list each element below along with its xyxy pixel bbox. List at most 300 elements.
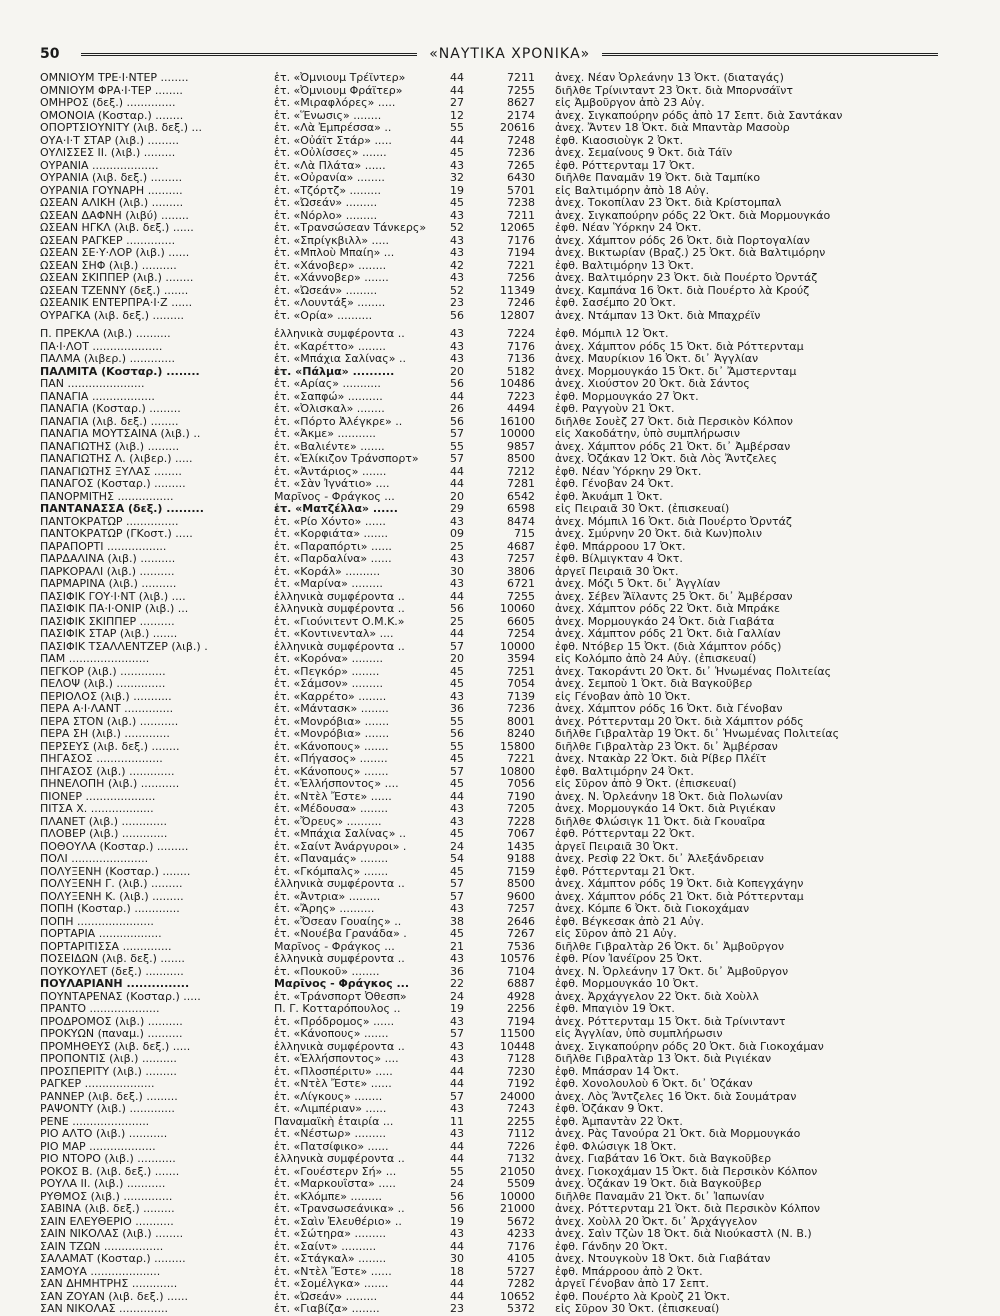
- table-row: [40, 703, 970, 716]
- table-row: [40, 135, 970, 148]
- ship-name: ΠΡΟΚΥΩΝ (παναμ.) ..........: [40, 1028, 183, 1040]
- ship-position: ἐφθ. Βίλμιγκταν 4 Ὀκτ.: [555, 553, 683, 565]
- ship-owner: ἑτ. «Πλοσπέριτυ» .....: [274, 1065, 393, 1078]
- ship-owner: ἑλληνικὰ συμφέροντα ..: [274, 878, 405, 890]
- ship-age: 43: [450, 1102, 464, 1115]
- ship-owner: ἑτ. «Κοράλ» ..........: [274, 565, 381, 578]
- ship-tonnage: 7243: [507, 1102, 535, 1115]
- ship-name: ΠΗΓΑΣΟΣ (λιβ.) .............: [40, 765, 175, 778]
- ship-age: 19: [450, 183, 464, 197]
- ship-age: 32: [450, 171, 464, 184]
- ship-position: ἐφθ. Μόμπιλ 12 Ὀκτ.: [555, 328, 669, 340]
- ship-position: ἐφθ. Μπαγιὸν 19 Ὀκτ.: [555, 1003, 675, 1015]
- ship-tonnage: 7257: [507, 552, 535, 565]
- ship-owner: ἑτ. «Ἕνωσις» ........: [274, 109, 382, 122]
- table-row: [40, 222, 970, 235]
- ship-position: ἐφθ. Ἀμπαντὰν 22 Ὀκτ.: [555, 1115, 683, 1128]
- ship-owner: ἑτ. «Ἀκμε» ...........: [274, 428, 376, 440]
- ship-age: 55: [450, 1164, 464, 1178]
- ship-position: ἐφθ. Νέαν Ὑόρκην 29 Ὀκτ.: [555, 465, 702, 478]
- table-row: [40, 653, 970, 666]
- table-row: [40, 1278, 970, 1291]
- ship-owner: ἑτ. «Ὠσεάν» .........: [274, 1290, 378, 1303]
- ship-position: ἀνεχ. Χάμπτον ρόδς 21 Ὀκτ. διὰ Γαλλίαν: [555, 628, 781, 640]
- ship-name: ΟΥΡΑΝΙΑ (λιβ. δεξ.) .........: [40, 172, 183, 184]
- page-header: [40, 40, 950, 68]
- table-row: [40, 903, 970, 916]
- ship-position: ἀνεχ. Σιγκαπούρην ρόδς 22 Ὀκτ. διὰ Μορμουγκάο: [555, 209, 831, 222]
- ship-position: ἐφθ. Μπάρροου 17 Ὀκτ.: [555, 540, 686, 553]
- ship-age: 56: [450, 727, 464, 740]
- ship-age: 43: [450, 1052, 464, 1065]
- ship-name: ΠΛΟΒΕΡ (λιβ.) .............: [40, 828, 168, 840]
- ship-age: 43: [450, 552, 464, 565]
- ship-tonnage: 7054: [507, 677, 535, 690]
- ship-tonnage: 7236: [507, 702, 535, 715]
- ship-name: ΠΟΠΗ (Κοσταρ.) .............: [40, 903, 180, 915]
- ship-name: ΟΜΗΡΟΣ (δεξ.) ..............: [40, 97, 176, 109]
- ship-position: ἀνεχ. Ντάμπαν 13 Ὀκτ. διὰ Μπαχρέϊν: [555, 309, 761, 322]
- table-row: [40, 185, 970, 198]
- table-row: [40, 1241, 970, 1254]
- ship-position: ἀνεχ. Χάμπτον ρόδς 19 Ὀκτ. διὰ Κοπεγχάγην: [555, 878, 804, 890]
- ship-position: ἀνεχ. Μορμουγκάο 24 Ὀκτ. διὰ Γιαβάτα: [555, 615, 775, 628]
- ship-owner: ἑτ. «Ὀμνιουμ Τρέϊντερ»: [274, 72, 406, 84]
- ship-name: ΠΑΝΑΓΙΑ ΜΟΥΤΣΑΙΝΑ (λιβ.) ..: [40, 428, 201, 440]
- ship-tonnage: 715: [514, 527, 535, 540]
- table-row: [40, 766, 970, 779]
- ship-position: ἀνεχ. Σεμποὺ 1 Ὀκτ. διὰ Βαγκοῦβερ: [555, 678, 753, 690]
- ship-position: εἰς Χακοδάτην, ὑπὸ συμπλήρωσιν: [555, 428, 741, 440]
- ship-owner: ἑτ. «Γιούνιτεντ Ο.Μ.Κ.»: [274, 615, 405, 628]
- ship-name: ΩΣΕΑΝ ΔΑΦΝΗ (λιβύ) ........: [40, 209, 189, 222]
- ship-position: ἐφθ. Βαλτιμόρην 24 Ὀκτ.: [555, 765, 694, 778]
- ship-position: εἰς Βαλτιμόρην ἀπὸ 18 Αὐγ.: [555, 184, 710, 197]
- table-row: [40, 716, 970, 729]
- ship-name: ΣΑΝ ΖΟΥΑΝ (λιβ. δεξ.) ......: [40, 1290, 188, 1303]
- ship-owner: ἑτ. «Πόρτο Ἀλέγκρε» ..: [274, 415, 403, 428]
- ship-owner: ἑτ. «Πουκοῦ» ........: [274, 965, 380, 978]
- ship-position: ἐφθ. Γάνδην 20 Ὀκτ.: [555, 1240, 668, 1253]
- ship-position: ἀνεχ. Μαυρίκιον 16 Ὀκτ. δι᾽ Ἀγγλίαν: [555, 353, 759, 365]
- ship-position: ἐφθ. Μορμουγκάο 27 Ὀκτ.: [555, 390, 699, 403]
- ship-tonnage: 7176: [507, 1239, 535, 1253]
- ship-name: ΠΑΝΑΓΟΣ (Κοσταρ.) .........: [40, 478, 186, 490]
- ship-name: ΣΑΙΝ ΕΛΕΥΘΕΡΙΟ ...........: [40, 1215, 174, 1228]
- ship-name: ΟΠΟΡΤΣΙΟΥΝΙΤΥ (λιβ. δεξ.) ...: [40, 122, 203, 134]
- table-row: [40, 341, 970, 354]
- ship-owner: ἑτ. «Τζόρτζ» .........: [274, 184, 382, 197]
- ship-tonnage: 7067: [507, 827, 535, 840]
- ship-name: ΠΑΛΜΑ (λιβερ.) .............: [40, 353, 176, 365]
- ship-owner: ἑτ. «Γκόμπαλς» .......: [274, 865, 389, 878]
- table-row: [40, 516, 970, 529]
- table-row: [40, 741, 970, 754]
- ship-age: 57: [450, 452, 464, 465]
- ship-owner: ἑτ. «Χάνοβερ» ........: [274, 259, 387, 272]
- ship-name: ΠΑΡΜΑΡΙΝΑ (λιβ.) ..........: [40, 578, 177, 590]
- ship-position: ἀνεχ. Σεμαίνους 9 Ὀκτ. διὰ Τάϊν: [555, 147, 733, 159]
- ship-owner: ἑτ. «Σαίντ» ..........: [274, 1240, 377, 1253]
- table-row: [40, 197, 970, 210]
- ship-name: ΡΑΓΚΕΡ ....................: [40, 1078, 155, 1090]
- ship-age: 54: [450, 852, 464, 865]
- ship-tonnage: 11349: [500, 283, 535, 297]
- ship-tonnage: 8240: [507, 727, 535, 740]
- ship-age: 43: [450, 233, 464, 247]
- ship-name: ΠΙΤΣΑ Χ. ..................: [40, 803, 154, 815]
- ship-age: 45: [450, 664, 464, 678]
- ship-age: 19: [450, 1002, 464, 1015]
- ship-owner: ἑτ. «Σὰν Ἰγνάτιο» ....: [274, 478, 390, 490]
- table-row: [40, 453, 970, 466]
- table-row: [40, 666, 970, 679]
- ship-position: ἀνεχ. Μόμπιλ 16 Ὀκτ. διὰ Πουέρτο Ὀρντάζ: [555, 515, 792, 528]
- ship-position: ἐφθ. Βέγκεσακ ἀπὸ 21 Αὐγ.: [555, 915, 705, 928]
- ship-owner: ἑτ. «Σομέλγκα» .......: [274, 1278, 389, 1290]
- table-row: [40, 160, 970, 173]
- ship-owner: ἑτ. «Βαλιέντε» .......: [274, 440, 385, 453]
- ship-position: ἀνεχ. Ν. Ὀρλεάνην 17 Ὀκτ. δι᾽ Ἀμβοῦργον: [555, 965, 789, 978]
- ship-tonnage: 6598: [507, 502, 535, 515]
- ship-name: ΠΕΡΑ Α·Ι·ΛΑΝΤ ..............: [40, 703, 174, 715]
- ship-age: 23: [450, 296, 464, 309]
- ship-position: ἀνεχ. Ντουγκοὺν 18 Ὀκτ. διὰ Γιαβάταν: [555, 1253, 771, 1265]
- ship-name: ΟΥΡΑΓΚΑ (λιβ. δεξ.) .........: [40, 309, 184, 322]
- ship-tonnage: 7248: [507, 133, 535, 147]
- ship-owner: ἑτ. «Μπάχια Σαλίνας» ..: [274, 828, 406, 840]
- ship-position: ἀνεχ. Νέαν Ὀρλεάνην 13 Ὀκτ. (διαταγάς): [555, 72, 784, 84]
- ship-position: εἰς Κολόμπο ἀπὸ 24 Αὐγ. (ἐπισκευαί): [555, 653, 757, 665]
- ship-age: 45: [450, 927, 464, 940]
- ship-name: ΠΛΑΝΕΤ (λιβ.) .............: [40, 815, 167, 828]
- ship-movements-table: [40, 72, 970, 1316]
- ship-position: διῆλθε Φλώσιγκ 11 Ὀκτ. διὰ Γκουαΐρα: [555, 815, 766, 828]
- ship-name: ΠΑΡΚΟΡΑΛΙ (λιβ.) ..........: [40, 565, 175, 578]
- ship-name: ΠΟΛΥΞΕΝΗ Γ. (λιβ.) .........: [40, 878, 183, 890]
- ship-owner: ἑτ. «Μέδουσα» ........: [274, 803, 388, 815]
- ship-tonnage: 7251: [507, 664, 535, 678]
- ship-age: 11: [450, 1114, 464, 1128]
- ship-age: 22: [450, 977, 464, 990]
- ship-age: 43: [450, 1127, 464, 1140]
- table-row: [40, 1103, 970, 1116]
- ship-position: ἀνεχ. Χάμπτον ρόδς 16 Ὀκτ. διὰ Γένοβαν: [555, 703, 783, 715]
- ship-tonnage: 10486: [500, 377, 535, 390]
- ship-name: ΠΑΝΑΓΙΩΤΗΣ (λιβ.) .........: [40, 440, 180, 453]
- ship-owner: ἑτ. «Σάμσον» .........: [274, 678, 384, 690]
- ship-name: ΣΑΒΙΝΑ (λιβ. δεξ.) .........: [40, 1203, 175, 1215]
- ship-tonnage: 10060: [500, 602, 535, 615]
- ship-age: 57: [450, 427, 464, 440]
- table-row: [40, 297, 970, 310]
- ship-position: ἀνεχ. Σιγκαπούρην ρόδς 20 Ὀκτ. διὰ Γιοκοχάμαν: [555, 1040, 824, 1053]
- ship-tonnage: 5672: [507, 1214, 535, 1228]
- table-row: [40, 916, 970, 929]
- ship-age: 36: [450, 964, 464, 978]
- ship-position: διῆλθε Γιβραλτὰρ 26 Ὀκτ. δι᾽ Ἀμβοῦργον: [555, 940, 784, 953]
- ship-name: ΠΑΣΙΦΙΚ ΣΚΙΠΠΕΡ ..........: [40, 615, 175, 628]
- ship-age: 09: [450, 527, 464, 540]
- ship-name: ΟΜΟΝΟΙΑ (Κοσταρ.) ........: [40, 109, 184, 122]
- table-row: [40, 122, 970, 135]
- ship-age: 27: [450, 96, 464, 109]
- ship-name: Π. ΠΡΕΚΛΑ (λιβ.) ..........: [40, 328, 171, 340]
- ship-age: 57: [450, 889, 464, 903]
- ship-tonnage: 7281: [507, 477, 535, 490]
- ship-position: ἀνεχ. Χιούστον 20 Ὀκτ. διὰ Σάντος: [555, 378, 750, 390]
- ship-age: 23: [450, 1302, 464, 1315]
- table-row: [40, 928, 970, 941]
- ship-owner: ἑτ. «Λὰ Πλάτα» ......: [274, 159, 386, 172]
- ship-position: διῆλθε Γιβραλτὰρ 13 Ὀκτ. διὰ Ριγιέκαν: [555, 1053, 772, 1065]
- ship-tonnage: 4105: [507, 1252, 535, 1265]
- ship-tonnage: 7112: [507, 1127, 535, 1140]
- table-row: [40, 97, 970, 110]
- ship-name: ΠΑΡΑΠΟΡΤΙ .................: [40, 540, 167, 553]
- table-row: [40, 1028, 970, 1041]
- ship-age: 45: [450, 677, 464, 690]
- table-row: [40, 1266, 970, 1279]
- ship-owner: ἑτ. «Λὰ Ἐμπρέσσα» ..: [274, 122, 392, 134]
- ship-tonnage: 5727: [507, 1264, 535, 1278]
- ship-owner: ἑτ. «Μπάχια Σαλίνας» ..: [274, 353, 406, 365]
- ship-owner: Μαρῖνος - Φράγκος ...: [274, 978, 409, 990]
- table-row: [40, 1178, 970, 1191]
- ship-position: διῆλθε Παναμᾶν 21 Ὀκτ. δι᾽ Ἰαπωνίαν: [555, 1190, 765, 1203]
- ship-age: 45: [450, 752, 464, 765]
- ship-position: ἀνεχ. Βαλτιμόρην 23 Ὀκτ. διὰ Πουέρτο Ὀρντάζ: [555, 272, 818, 284]
- ship-tonnage: 7255: [507, 83, 535, 97]
- ship-owner: ἑτ. «Παναμάς» ........: [274, 853, 389, 865]
- table-row: [40, 791, 970, 804]
- table-row: [40, 272, 970, 285]
- ship-tonnage: 7194: [507, 1014, 535, 1028]
- ship-name: ΠΟΥΝΤΑΡΕΝΑΣ (Κοσταρ.) .....: [40, 990, 201, 1003]
- table-row: [40, 1053, 970, 1066]
- ship-age: 44: [450, 1077, 464, 1090]
- ship-age: 44: [450, 477, 464, 490]
- ship-tonnage: 10652: [500, 1289, 535, 1303]
- ship-position: ἀνεχ. Ρόττερνταμ 21 Ὀκτ. διὰ Περσικὸν Κόλπον: [555, 1203, 821, 1215]
- ship-tonnage: 7104: [507, 964, 535, 978]
- ship-tonnage: 5372: [507, 1302, 535, 1315]
- table-row: [40, 953, 970, 966]
- ship-age: 52: [450, 221, 464, 234]
- table-row: [40, 391, 970, 404]
- ship-name: ΠΟΘΟΥΛΑ (Κοσταρ.) .........: [40, 840, 189, 853]
- ship-position: ἀνεχ. Ρόττερνταμ 15 Ὀκτ. διὰ Τρίνινταντ: [555, 1015, 786, 1028]
- ship-tonnage: 6430: [507, 171, 535, 184]
- ship-owner: Π. Γ. Κοτταρόπουλος ..: [274, 1003, 401, 1015]
- ship-age: 29: [450, 502, 464, 515]
- table-row: [40, 353, 970, 366]
- ship-position: ἐφθ. Φλώσιγκ 18 Ὀκτ.: [555, 1140, 677, 1153]
- ship-position: ἐφθ. Ρίον Ἰανέϊρον 25 Ὀκτ.: [555, 953, 703, 965]
- ship-owner: ἑτ. «Κάνοπους» .......: [274, 1028, 389, 1040]
- ship-position: ἀνεχ. Σαὶν Τζὼν 18 Ὀκτ. διὰ Νιούκαστλ (Ν. Β.): [555, 1228, 812, 1240]
- ship-age: 45: [450, 777, 464, 790]
- ship-tonnage: 6721: [507, 577, 535, 590]
- ship-owner: Μαρῖνος - Φράγκος ...: [274, 490, 395, 503]
- ship-age: 43: [450, 208, 464, 222]
- table-row: [40, 1128, 970, 1141]
- ship-position: ἐφθ. Ρόττερνταμ 21 Ὀκτ.: [555, 865, 695, 878]
- ship-name: ΣΑΙΝ ΤΖΩΝ .................: [40, 1240, 164, 1253]
- ship-age: 44: [450, 71, 464, 84]
- ship-age: 43: [450, 352, 464, 365]
- ship-age: 20: [450, 489, 464, 503]
- ship-tonnage: 15800: [500, 739, 535, 753]
- ship-age: 56: [450, 377, 464, 390]
- ship-age: 43: [450, 1227, 464, 1240]
- table-row: [40, 1203, 970, 1216]
- ship-age: 43: [450, 802, 464, 815]
- ship-name: ΡΙΟ ΑΛΤΟ (λιβ.) ...........: [40, 1128, 168, 1140]
- ship-age: 43: [450, 1039, 464, 1053]
- ship-tonnage: 7221: [507, 258, 535, 272]
- table-row: [40, 1228, 970, 1241]
- ship-owner: ἑτ. «Ὠσεάν» .........: [274, 284, 378, 297]
- table-row: [40, 1116, 970, 1129]
- ship-name: ΠΑΝΤΟΚΡΑΤΩΡ (ΓΚοστ.) .....: [40, 528, 193, 540]
- ship-tonnage: 6542: [507, 489, 535, 503]
- ship-owner: ἑτ. «Ρίο Χόντο» ......: [274, 515, 386, 528]
- ship-age: 45: [450, 146, 464, 159]
- ship-owner: ἑτ. «Μαρκουΐστα» .....: [274, 1178, 396, 1190]
- ship-name: ΟΜΝΙΟΥΜ ΦΡΑ·Ι·ΤΕΡ ........: [40, 84, 183, 97]
- ship-owner: ἑτ. «Ὄρευς» ..........: [274, 815, 382, 828]
- ship-owner: ἑτ. «Γουέστερν Σή» ...: [274, 1165, 397, 1178]
- ship-owner: ἑτ. «Μονρόβια» .......: [274, 728, 390, 740]
- ship-name: ΠΟΠΗ ......................: [40, 915, 154, 928]
- ship-tonnage: 7221: [507, 752, 535, 765]
- ship-name: ΠΙΟΝΕΡ ....................: [40, 790, 156, 803]
- ship-tonnage: 10576: [500, 952, 535, 965]
- ship-age: 25: [450, 539, 464, 553]
- ship-owner: ἑτ. «Πατσίφικο» ......: [274, 1140, 389, 1153]
- ship-owner: ἑτ. «Κάνοπους» .......: [274, 765, 389, 778]
- ship-owner: ἑτ. «Παραπόρτι» ......: [274, 540, 392, 553]
- table-row: [40, 816, 970, 829]
- ship-age: 57: [450, 639, 464, 653]
- ship-tonnage: 10000: [500, 639, 535, 653]
- ship-age: 21: [450, 939, 464, 953]
- ship-owner: ἑλληνικὰ συμφέροντα ..: [274, 1153, 405, 1165]
- table-row: [40, 678, 970, 691]
- table-row: [40, 691, 970, 704]
- ship-tonnage: 7190: [507, 789, 535, 803]
- ship-owner: ἑτ. «Ἑλίκιζον Τράνσπορτ»: [274, 453, 419, 465]
- ship-age: 52: [450, 283, 464, 297]
- ship-position: ἀνεχ. Χάμπτον ρόδς 21 Ὀκτ. δι᾽ Ἀμβέρσαν: [555, 440, 791, 453]
- ship-owner: ἑτ. «Τρανσώσεαν Τάνκερς»: [274, 222, 427, 234]
- ship-position: διῆλθε Σουὲζ 27 Ὀκτ. διὰ Περσικὸν Κόλπον: [555, 415, 793, 428]
- ship-owner: ἑτ. «Ντὲλ Ἔστε» ......: [274, 1078, 392, 1090]
- ship-tonnage: 7224: [507, 327, 535, 340]
- ship-position: ἀνεχ. Χάμπτον ρόδς 21 Ὀκτ. διὰ Ρόττερνταμ: [555, 890, 804, 903]
- ship-tonnage: 7265: [507, 158, 535, 172]
- ship-position: ἀνεχ. Χάμπτον ρόδς 22 Ὀκτ. διὰ Μπράκε: [555, 603, 780, 615]
- ship-age: 43: [450, 246, 464, 259]
- ship-name: ΠΑΝΤΟΚΡΑΤΩΡ ...............: [40, 515, 179, 528]
- ship-age: 20: [450, 652, 464, 665]
- table-row: [40, 1153, 970, 1166]
- ship-tonnage: 8500: [507, 452, 535, 465]
- ship-age: 56: [450, 414, 464, 428]
- ship-age: 45: [450, 864, 464, 878]
- ship-tonnage: 2255: [507, 1114, 535, 1128]
- ship-position: διῆλθε Γιβραλτὰρ 19 Ὀκτ. δι᾽ Ἡνωμένας Πολιτείας: [555, 728, 840, 740]
- ship-name: ΠΟΛΥΞΕΝΗ Κ. (λιβ.) .........: [40, 890, 184, 903]
- ship-name: ΩΣΕΑΝ ΣΗΦ (λιβ.) ..........: [40, 259, 177, 272]
- ship-owner: ἑτ. «Ὀμνιουμ Φράϊτερ»: [274, 84, 403, 97]
- ship-tonnage: 7255: [507, 589, 535, 603]
- table-row: [40, 72, 970, 85]
- ship-name: ΠΡΟΠΟΝΤΙΣ (λιβ.) ..........: [40, 1053, 177, 1065]
- ship-age: 43: [450, 327, 464, 340]
- ship-tonnage: 7128: [507, 1052, 535, 1065]
- table-row: [40, 1091, 970, 1104]
- ship-owner: ἑτ. «Καρρέτο» ........: [274, 690, 387, 703]
- ship-owner: ἑτ. «Μάντασκ» ........: [274, 703, 389, 715]
- ship-name: ΟΜΝΙΟΥΜ ΤΡΕ·Ι·ΝΤΕΡ ........: [40, 72, 189, 84]
- table-row: [40, 616, 970, 629]
- ship-position: ἀνεχ. Ρόττερνταμ 20 Ὀκτ. διὰ Χάμπτον ρόδς: [555, 715, 804, 728]
- ship-name: ΟΥΛΙΣΣΕΣ ΙΙ. (λιβ.) .........: [40, 147, 176, 159]
- table-row: [40, 603, 970, 616]
- ship-tonnage: 7228: [507, 814, 535, 828]
- table-row: [40, 878, 970, 891]
- ship-age: 30: [450, 1252, 464, 1265]
- table-row: [40, 1253, 970, 1266]
- ship-age: 43: [450, 577, 464, 590]
- ship-position: ἐφθ. Νέαν Ὑόρκην 24 Ὀκτ.: [555, 222, 702, 234]
- ship-position: εἰς Ἀμβοῦργον ἀπὸ 23 Αὐγ.: [555, 97, 705, 109]
- ship-name: ΠΑΝΑΓΙΑ ..................: [40, 390, 155, 403]
- ship-tonnage: 5509: [507, 1177, 535, 1190]
- ship-position: ἀνεχ. Μορμουγκάο 14 Ὀκτ. διὰ Ριγιέκαν: [555, 803, 776, 815]
- ship-position: εἰς Σῦρον ἀπὸ 9 Ὀκτ. (ἐπισκευαί): [555, 778, 737, 790]
- ship-owner: ἑτ. «Μπλοὺ Μπαίη» ...: [274, 247, 395, 259]
- ship-name: ΠΡΟΣΠΕΡΙΤΥ (λιβ.) .........: [40, 1065, 177, 1078]
- ship-age: 44: [450, 627, 464, 640]
- ship-position: ἐφθ. Μπάρροου ἀπὸ 2 Ὀκτ.: [555, 1265, 703, 1278]
- ship-tonnage: 6605: [507, 614, 535, 628]
- table-row: [40, 628, 970, 641]
- ship-owner: ἑτ. «Ντὲλ Ἔστε» ......: [274, 1265, 392, 1278]
- table-row: [40, 541, 970, 554]
- ship-owner: ἑλληνικὰ συμφέροντα ..: [274, 953, 405, 965]
- ship-tonnage: 10000: [500, 1189, 535, 1203]
- table-row: [40, 841, 970, 854]
- ship-age: 24: [450, 989, 464, 1003]
- table-row: [40, 991, 970, 1004]
- table-row: [40, 491, 970, 504]
- ship-position: ἀνεχ. Τοκοπίλαν 23 Ὀκτ. διὰ Κρίστομπαλ: [555, 197, 782, 209]
- ship-name: ΡΑΨΟΝΤΥ (λιβ.) .............: [40, 1103, 175, 1115]
- table-row: [40, 285, 970, 298]
- ship-tonnage: 7246: [507, 296, 535, 309]
- ship-age: 43: [450, 514, 464, 528]
- table-row: [40, 428, 970, 441]
- ship-position: εἰς Γένοβαν ἀπὸ 10 Ὀκτ.: [555, 690, 691, 703]
- ship-tonnage: 7254: [507, 627, 535, 640]
- ship-age: 44: [450, 1277, 464, 1290]
- table-row: [40, 441, 970, 454]
- ship-age: 56: [450, 1189, 464, 1203]
- ship-tonnage: 7238: [507, 196, 535, 209]
